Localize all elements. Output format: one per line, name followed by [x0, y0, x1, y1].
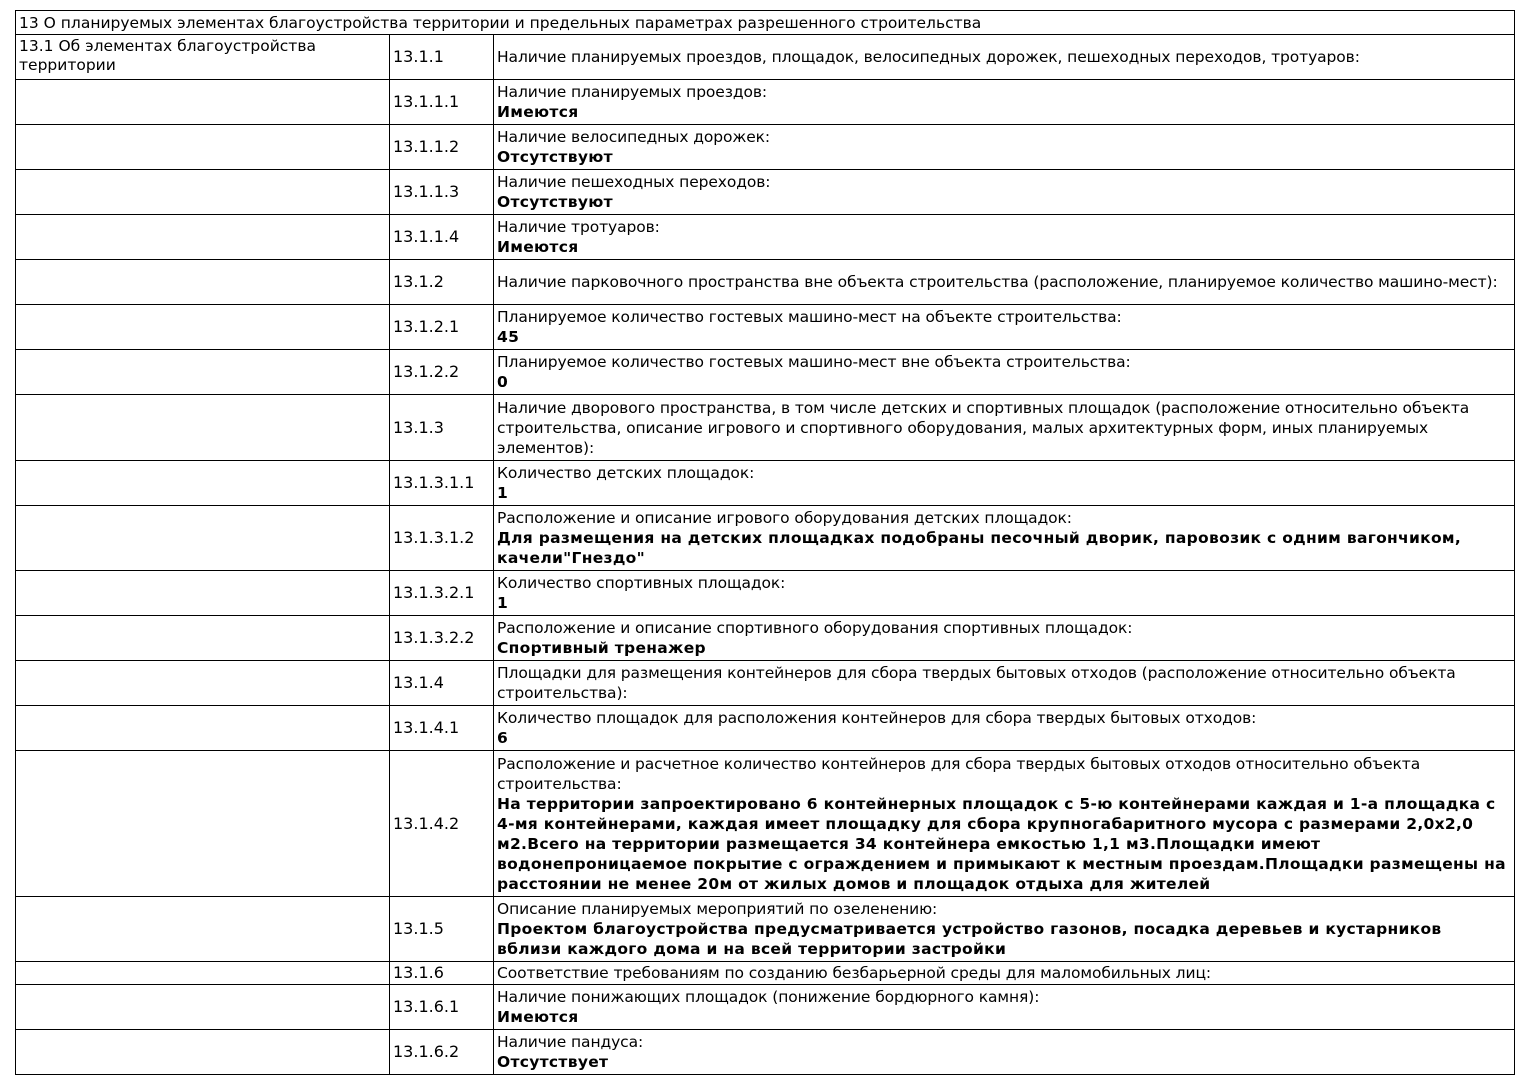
row-value: Отсутствует — [497, 1053, 609, 1071]
table-row — [16, 661, 1515, 706]
row-label: Наличие понижающих площадок (понижение бордюрного камня): — [497, 988, 1040, 1006]
row-label: Соответствие требованиям по созданию безбарьерной среды для маломобильных лиц: — [497, 964, 1212, 982]
row-content — [494, 170, 1515, 215]
table-row — [16, 80, 1515, 125]
row-label: Наличие пандуса: — [497, 1033, 644, 1051]
row-content — [494, 215, 1515, 260]
row-label: Количество детских площадок: — [497, 464, 755, 482]
empty-cell — [16, 962, 390, 985]
row-label: Наличие планируемых проездов, площадок, велосипедных дорожек, пешеходных переходов, тротуаров: — [497, 48, 1360, 66]
row-label: Количество спортивных площадок: — [497, 574, 786, 592]
header-row — [16, 11, 1515, 35]
row-value: Спортивный тренажер — [497, 639, 706, 657]
row-value: Отсутствуют — [497, 193, 613, 211]
row-label: Наличие планируемых проездов: — [497, 83, 768, 101]
table-row — [16, 1030, 1515, 1075]
row-code: 13.1.6.2 — [390, 1030, 494, 1075]
row-content — [494, 35, 1515, 80]
row-code: 13.1.4 — [390, 661, 494, 706]
row-code: 13.1.1.4 — [390, 215, 494, 260]
table-header: 13 О планируемых элементах благоустройства территории и предельных параметрах разрешенного строительства — [16, 11, 1515, 35]
row-code: 13.1.1.1 — [390, 80, 494, 125]
row-content — [494, 706, 1515, 751]
table-row — [16, 897, 1515, 962]
row-content — [494, 616, 1515, 661]
empty-cell — [16, 985, 390, 1030]
row-value: 0 — [497, 373, 509, 391]
row-content — [494, 751, 1515, 897]
row-value: 1 — [497, 594, 509, 612]
empty-cell — [16, 1030, 390, 1075]
row-code: 13.1.2.1 — [390, 305, 494, 350]
row-code: 13.1.4.1 — [390, 706, 494, 751]
empty-cell — [16, 350, 390, 395]
row-code: 13.1.6.1 — [390, 985, 494, 1030]
table-row — [16, 571, 1515, 616]
table-row — [16, 215, 1515, 260]
row-content — [494, 571, 1515, 616]
row-content — [494, 395, 1515, 461]
table-row — [16, 706, 1515, 751]
row-code: 13.1.3.2.1 — [390, 571, 494, 616]
row-label: Количество площадок для расположения контейнеров для сбора твердых бытовых отходов: — [497, 709, 1257, 727]
row-content — [494, 305, 1515, 350]
row-content — [494, 1030, 1515, 1075]
row-code: 13.1.2.2 — [390, 350, 494, 395]
row-content — [494, 80, 1515, 125]
empty-cell — [16, 80, 390, 125]
row-code: 13.1.6 — [390, 962, 494, 985]
section-title: 13.1 Об элементах благоустройства территории — [16, 35, 390, 80]
row-content — [494, 260, 1515, 305]
row-label: Описание планируемых мероприятий по озеленению: — [497, 900, 938, 918]
row-value: На территории запроектировано 6 контейнерных площадок с 5-ю контейнерами каждая и 1-а площадка с 4-мя контейнерами, каждая имеет площадку для сбора крупногабаритного мусора с размерами 2,0х2,0 м2.Всего на территории размещается 34 контейнера емкостью 1,1 м3.Площадки имеют водонепроницаемое покрытие с ограждением и примыкают к местным проездам.Площадки размещены на расстоянии не менее 20м от жилых домов и площадок отдыха для жителей — [497, 794, 1506, 893]
row-content — [494, 661, 1515, 706]
table-row — [16, 962, 1515, 985]
row-value: 6 — [497, 729, 509, 747]
row-content — [494, 985, 1515, 1030]
empty-cell — [16, 751, 390, 897]
row-content — [494, 461, 1515, 506]
row-label: Планируемое количество гостевых машино-мест вне объекта строительства: — [497, 353, 1131, 371]
table-row — [16, 305, 1515, 350]
row-code: 13.1.1 — [390, 35, 494, 80]
row-code: 13.1.5 — [390, 897, 494, 962]
row-value: 45 — [497, 328, 520, 346]
row-code: 13.1.2 — [390, 260, 494, 305]
row-value: Проектом благоустройства предусматривается устройство газонов, посадка деревьев и кустарников вблизи каждого дома и на всей территории застройки — [497, 920, 1442, 958]
table-row — [16, 125, 1515, 170]
empty-cell — [16, 661, 390, 706]
empty-cell — [16, 260, 390, 305]
table-row — [16, 395, 1515, 461]
empty-cell — [16, 706, 390, 751]
table-row — [16, 985, 1515, 1030]
empty-cell — [16, 125, 390, 170]
empty-cell — [16, 616, 390, 661]
table-row — [16, 350, 1515, 395]
empty-cell — [16, 506, 390, 571]
row-code: 13.1.4.2 — [390, 751, 494, 897]
row-content — [494, 506, 1515, 571]
row-value: Имеются — [497, 1008, 579, 1026]
row-label: Расположение и описание спортивного оборудования спортивных площадок: — [497, 619, 1133, 637]
table-row — [16, 260, 1515, 305]
row-value: Отсутствуют — [497, 148, 613, 166]
row-label: Наличие велосипедных дорожек: — [497, 128, 771, 146]
row-code: 13.1.1.3 — [390, 170, 494, 215]
row-content — [494, 125, 1515, 170]
row-value: Имеются — [497, 103, 579, 121]
row-label: Расположение и расчетное количество контейнеров для сбора твердых бытовых отходов относительно объекта строительства: — [497, 754, 1421, 793]
row-label: Наличие дворового пространства, в том числе детских и спортивных площадок (расположение относительно объекта строительства, описание игрового и спортивного оборудования, малых архитектурных форм, иных планируемых элементов): — [497, 398, 1470, 457]
row-label: Наличие парковочного пространства вне объекта строительства (расположение, планируемое количество машино-мест): — [497, 273, 1498, 291]
document-sheet — [15, 10, 1514, 1078]
table-row — [16, 35, 1515, 80]
table-row — [16, 506, 1515, 571]
empty-cell — [16, 305, 390, 350]
row-value: Имеются — [497, 238, 579, 256]
row-content — [494, 962, 1515, 985]
empty-cell — [16, 215, 390, 260]
empty-cell — [16, 571, 390, 616]
table-row — [16, 170, 1515, 215]
empty-cell — [16, 897, 390, 962]
empty-cell — [16, 170, 390, 215]
table-row — [16, 751, 1515, 897]
empty-cell — [16, 461, 390, 506]
table-row — [16, 461, 1515, 506]
row-code: 13.1.3 — [390, 395, 494, 461]
row-code: 13.1.3.1.2 — [390, 506, 494, 571]
row-code: 13.1.1.2 — [390, 125, 494, 170]
row-label: Наличие тротуаров: — [497, 218, 660, 236]
empty-cell — [16, 395, 390, 461]
table-row — [16, 616, 1515, 661]
row-value: 1 — [497, 484, 509, 502]
row-content — [494, 350, 1515, 395]
row-label: Расположение и описание игрового оборудования детских площадок: — [497, 509, 1072, 527]
row-code: 13.1.3.1.1 — [390, 461, 494, 506]
row-label: Наличие пешеходных переходов: — [497, 173, 771, 191]
row-value: Для размещения на детских площадках подобраны песочный дворик, паровозик с одним вагончиком, качели"Гнездо" — [497, 529, 1462, 567]
row-code: 13.1.3.2.2 — [390, 616, 494, 661]
row-label: Площадки для размещения контейнеров для сбора твердых бытовых отходов (расположение относительно объекта строительства): — [497, 664, 1456, 702]
declaration-table — [15, 10, 1515, 1075]
row-label: Планируемое количество гостевых машино-мест на объекте строительства: — [497, 308, 1122, 326]
row-content — [494, 897, 1515, 962]
